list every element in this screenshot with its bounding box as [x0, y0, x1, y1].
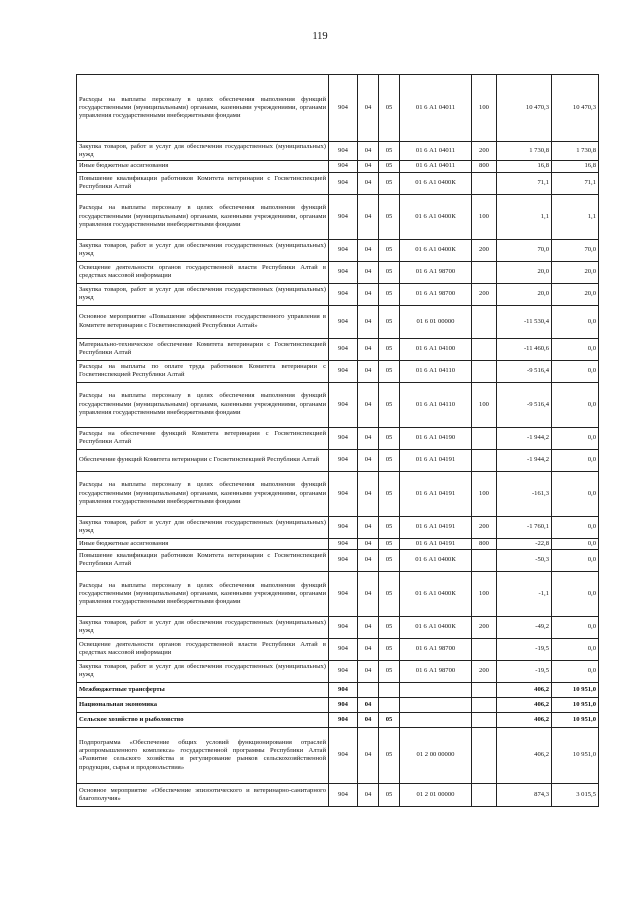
row-grbs: 904 — [329, 261, 358, 283]
row-amount-2: 10 951,0 — [552, 697, 599, 712]
row-amount-1: 406,2 — [497, 682, 552, 697]
row-amount-1: -50,3 — [497, 549, 552, 571]
row-section: 04 — [358, 660, 379, 682]
row-section: 04 — [358, 727, 379, 783]
row-amount-2: 16,8 — [552, 161, 599, 172]
row-amount-1: 10 470,3 — [497, 75, 552, 142]
row-expense-type: 100 — [472, 471, 497, 516]
row-amount-2: 0,0 — [552, 449, 599, 471]
row-amount-1: -9 516,4 — [497, 382, 552, 427]
row-target-article — [400, 682, 472, 697]
row-grbs: 904 — [329, 538, 358, 549]
row-target-article: 01 6 А1 0400К — [400, 616, 472, 638]
row-target-article: 01 6 А1 04191 — [400, 516, 472, 538]
row-amount-2: 0,0 — [552, 549, 599, 571]
row-grbs: 904 — [329, 449, 358, 471]
row-amount-1: 406,2 — [497, 697, 552, 712]
row-section: 04 — [358, 616, 379, 638]
row-expense-type — [472, 261, 497, 283]
table-row — [77, 194, 599, 239]
row-target-article: 01 6 А1 0400К — [400, 239, 472, 261]
row-section: 04 — [358, 305, 379, 338]
row-amount-2: 3 015,5 — [552, 783, 599, 806]
row-subsection: 05 — [379, 194, 400, 239]
row-name: Расходы на выплаты персоналу в целях обеспечения выполнения функций государственными (муниципальными) органами, казенными учреждениями, органами управления государственными внебюджетными фондами — [77, 194, 329, 239]
table-row — [77, 338, 599, 360]
row-amount-1: 874,3 — [497, 783, 552, 806]
row-name: Закупка товаров, работ и услуг для обеспечения государственных (муниципальных) нужд — [77, 239, 329, 261]
row-amount-2: 0,0 — [552, 427, 599, 449]
row-amount-2: 0,0 — [552, 338, 599, 360]
row-target-article: 01 6 А1 04190 — [400, 427, 472, 449]
row-subsection: 05 — [379, 427, 400, 449]
row-expense-type: 200 — [472, 516, 497, 538]
row-expense-type: 200 — [472, 239, 497, 261]
row-amount-2: 0,0 — [552, 571, 599, 616]
row-target-article — [400, 712, 472, 727]
row-section: 04 — [358, 142, 379, 161]
table-row — [77, 638, 599, 660]
row-grbs: 904 — [329, 161, 358, 172]
row-target-article: 01 6 А1 04110 — [400, 382, 472, 427]
table-row — [77, 549, 599, 571]
row-amount-1: 406,2 — [497, 727, 552, 783]
row-amount-1: -22,8 — [497, 538, 552, 549]
row-section: 04 — [358, 783, 379, 806]
row-section: 04 — [358, 172, 379, 194]
row-grbs: 904 — [329, 727, 358, 783]
row-amount-1: -49,2 — [497, 616, 552, 638]
row-amount-2: 0,0 — [552, 305, 599, 338]
table-row — [77, 142, 599, 161]
row-expense-type: 200 — [472, 660, 497, 682]
row-name: Расходы на выплаты по оплате труда работников Комитета ветеринарии с Госветинспекцией Республики Алтай — [77, 360, 329, 382]
row-section: 04 — [358, 338, 379, 360]
row-amount-1: -11 530,4 — [497, 305, 552, 338]
row-grbs: 904 — [329, 305, 358, 338]
row-target-article: 01 6 А1 04191 — [400, 471, 472, 516]
row-section: 04 — [358, 194, 379, 239]
row-name: Освещение деятельности органов государственной власти Республики Алтай в средствах массовой информации — [77, 261, 329, 283]
table-row — [77, 783, 599, 806]
row-grbs: 904 — [329, 660, 358, 682]
row-section: 04 — [358, 382, 379, 427]
row-expense-type: 100 — [472, 75, 497, 142]
row-subsection: 05 — [379, 571, 400, 616]
row-subsection — [379, 682, 400, 697]
row-expense-type — [472, 697, 497, 712]
table-row — [77, 75, 599, 142]
row-section: 04 — [358, 75, 379, 142]
row-subsection: 05 — [379, 727, 400, 783]
table-row — [77, 305, 599, 338]
table-row — [77, 283, 599, 305]
table-row — [77, 660, 599, 682]
row-subsection: 05 — [379, 516, 400, 538]
row-expense-type — [472, 338, 497, 360]
row-amount-2: 20,0 — [552, 261, 599, 283]
row-amount-1: 1 730,8 — [497, 142, 552, 161]
row-name: Закупка товаров, работ и услуг для обеспечения государственных (муниципальных) нужд — [77, 616, 329, 638]
row-subsection: 05 — [379, 283, 400, 305]
table-row — [77, 427, 599, 449]
row-amount-2: 10 951,0 — [552, 727, 599, 783]
row-grbs: 904 — [329, 638, 358, 660]
row-amount-2: 0,0 — [552, 660, 599, 682]
row-grbs: 904 — [329, 697, 358, 712]
row-name: Основное мероприятие «Обеспечение эпизоотического и ветеринарно-санитарного благополучия» — [77, 783, 329, 806]
row-subsection: 05 — [379, 360, 400, 382]
row-grbs: 904 — [329, 471, 358, 516]
row-amount-1: -1,1 — [497, 571, 552, 616]
row-target-article: 01 6 А1 0400К — [400, 194, 472, 239]
row-expense-type — [472, 449, 497, 471]
row-grbs: 904 — [329, 283, 358, 305]
table-row — [77, 172, 599, 194]
budget-table — [76, 74, 599, 807]
row-grbs: 904 — [329, 549, 358, 571]
row-subsection: 05 — [379, 783, 400, 806]
row-target-article: 01 6 01 00000 — [400, 305, 472, 338]
row-expense-type — [472, 549, 497, 571]
row-expense-type — [472, 638, 497, 660]
row-section: 04 — [358, 283, 379, 305]
row-subsection: 05 — [379, 660, 400, 682]
row-name: Сельское хозяйство и рыболовство — [77, 712, 329, 727]
row-subsection: 05 — [379, 161, 400, 172]
row-subsection: 05 — [379, 305, 400, 338]
table-row — [77, 449, 599, 471]
row-grbs: 904 — [329, 516, 358, 538]
row-subsection: 05 — [379, 538, 400, 549]
row-section: 04 — [358, 427, 379, 449]
row-target-article: 01 6 А1 04011 — [400, 142, 472, 161]
row-section — [358, 682, 379, 697]
table-row — [77, 571, 599, 616]
row-target-article: 01 6 А1 04191 — [400, 538, 472, 549]
row-subsection: 05 — [379, 449, 400, 471]
row-section: 04 — [358, 712, 379, 727]
row-target-article: 01 6 А1 98700 — [400, 261, 472, 283]
row-amount-2: 1 730,8 — [552, 142, 599, 161]
row-grbs: 904 — [329, 142, 358, 161]
table-row — [77, 360, 599, 382]
row-expense-type — [472, 427, 497, 449]
row-section: 04 — [358, 161, 379, 172]
table-row — [77, 239, 599, 261]
row-section: 04 — [358, 239, 379, 261]
row-grbs: 904 — [329, 427, 358, 449]
row-section: 04 — [358, 571, 379, 616]
row-amount-2: 0,0 — [552, 382, 599, 427]
row-name: Закупка товаров, работ и услуг для обеспечения государственных (муниципальных) нужд — [77, 660, 329, 682]
row-target-article: 01 6 А1 04011 — [400, 75, 472, 142]
row-subsection: 05 — [379, 142, 400, 161]
table-row — [77, 697, 599, 712]
row-expense-type: 200 — [472, 616, 497, 638]
row-expense-type: 100 — [472, 382, 497, 427]
row-amount-1: -19,5 — [497, 638, 552, 660]
table-row — [77, 471, 599, 516]
row-grbs: 904 — [329, 783, 358, 806]
table-row — [77, 516, 599, 538]
row-name: Освещение деятельности органов государственной власти Республики Алтай в средствах массовой информации — [77, 638, 329, 660]
row-name: Расходы на обеспечение функций Комитета ветеринарии с Госветинспекцией Республики Алтай — [77, 427, 329, 449]
row-section: 04 — [358, 516, 379, 538]
row-name: Основное мероприятие «Повышение эффективности государственного управления в Комитете ветеринарии с Госветинспекцией Республики Алтай» — [77, 305, 329, 338]
row-name: Национальная экономика — [77, 697, 329, 712]
row-target-article: 01 2 00 00000 — [400, 727, 472, 783]
row-amount-1: -1 760,1 — [497, 516, 552, 538]
row-amount-2: 1,1 — [552, 194, 599, 239]
row-amount-1: -1 944,2 — [497, 427, 552, 449]
row-target-article: 01 6 А1 0400К — [400, 172, 472, 194]
row-name: Закупка товаров, работ и услуг для обеспечения государственных (муниципальных) нужд — [77, 283, 329, 305]
row-target-article: 01 6 А1 04191 — [400, 449, 472, 471]
row-amount-2: 0,0 — [552, 360, 599, 382]
row-amount-2: 0,0 — [552, 471, 599, 516]
table-row — [77, 712, 599, 727]
row-target-article: 01 6 А1 04100 — [400, 338, 472, 360]
row-target-article: 01 6 А1 04110 — [400, 360, 472, 382]
row-target-article: 01 6 А1 98700 — [400, 660, 472, 682]
table-row — [77, 616, 599, 638]
row-subsection — [379, 697, 400, 712]
row-grbs: 904 — [329, 382, 358, 427]
row-grbs: 904 — [329, 571, 358, 616]
row-name: Подпрограмма «Обеспечение общих условий функционирования отраслей агропромышленного комплекса» государственной программы Республики Алтай «Развитие сельского хозяйства и регулирование рынков сельскохозяйственной продукции, сырья и продовольствия» — [77, 727, 329, 783]
row-amount-2: 10 951,0 — [552, 712, 599, 727]
row-amount-1: 20,0 — [497, 261, 552, 283]
row-name: Иные бюджетные ассигнования — [77, 538, 329, 549]
row-amount-1: 70,0 — [497, 239, 552, 261]
page-number: 119 — [312, 31, 328, 42]
row-grbs: 904 — [329, 682, 358, 697]
row-name: Повышение квалификации работников Комитета ветеринарии с Госветинспекцией Республики Алтай — [77, 549, 329, 571]
row-expense-type: 100 — [472, 194, 497, 239]
row-name: Расходы на выплаты персоналу в целях обеспечения выполнения функций государственными (муниципальными) органами, казенными учреждениями, органами управления государственными внебюджетными фондами — [77, 471, 329, 516]
row-amount-2: 70,0 — [552, 239, 599, 261]
row-section: 04 — [358, 360, 379, 382]
row-section: 04 — [358, 538, 379, 549]
row-grbs: 904 — [329, 172, 358, 194]
row-section: 04 — [358, 261, 379, 283]
row-expense-type — [472, 682, 497, 697]
row-expense-type: 800 — [472, 161, 497, 172]
row-subsection: 05 — [379, 616, 400, 638]
row-name: Материально-техническое обеспечение Комитета ветеринарии с Госветинспекцией Республики Алтай — [77, 338, 329, 360]
row-subsection: 05 — [379, 338, 400, 360]
row-subsection: 05 — [379, 75, 400, 142]
row-expense-type — [472, 360, 497, 382]
row-subsection: 05 — [379, 638, 400, 660]
row-section: 04 — [358, 449, 379, 471]
row-name: Расходы на выплаты персоналу в целях обеспечения выполнения функций государственными (муниципальными) органами, казенными учреждениями, органами управления государственными внебюджетными фондами — [77, 571, 329, 616]
row-grbs: 904 — [329, 75, 358, 142]
row-expense-type: 200 — [472, 283, 497, 305]
row-amount-1: 16,8 — [497, 161, 552, 172]
row-grbs: 904 — [329, 360, 358, 382]
row-name: Межбюджетные трансферты — [77, 682, 329, 697]
row-amount-2: 0,0 — [552, 616, 599, 638]
row-target-article: 01 6 А1 98700 — [400, 283, 472, 305]
row-section: 04 — [358, 697, 379, 712]
row-amount-1: -1 944,2 — [497, 449, 552, 471]
row-amount-2: 10 951,0 — [552, 682, 599, 697]
row-grbs: 904 — [329, 712, 358, 727]
row-section: 04 — [358, 471, 379, 516]
row-subsection: 05 — [379, 382, 400, 427]
row-section: 04 — [358, 638, 379, 660]
row-expense-type: 100 — [472, 571, 497, 616]
row-expense-type: 800 — [472, 538, 497, 549]
row-amount-1: -11 460,6 — [497, 338, 552, 360]
row-name: Расходы на выплаты персоналу в целях обеспечения выполнения функций государственными (муниципальными) органами, казенными учреждениями, органами управления государственными внебюджетными фондами — [77, 75, 329, 142]
row-name: Иные бюджетные ассигнования — [77, 161, 329, 172]
row-amount-1: -9 516,4 — [497, 360, 552, 382]
row-amount-2: 10 470,3 — [552, 75, 599, 142]
table-row — [77, 682, 599, 697]
row-subsection: 05 — [379, 261, 400, 283]
row-subsection: 05 — [379, 712, 400, 727]
row-name: Расходы на выплаты персоналу в целях обеспечения выполнения функций государственными (муниципальными) органами, казенными учреждениями, органами управления государственными внебюджетными фондами — [77, 382, 329, 427]
row-name: Закупка товаров, работ и услуг для обеспечения государственных (муниципальных) нужд — [77, 142, 329, 161]
row-name: Обеспечение функций Комитета ветеринарии с Госветинспекцией Республики Алтай — [77, 449, 329, 471]
row-amount-2: 71,1 — [552, 172, 599, 194]
row-target-article: 01 6 А1 0400К — [400, 571, 472, 616]
row-amount-1: -19,5 — [497, 660, 552, 682]
row-expense-type — [472, 712, 497, 727]
row-amount-2: 0,0 — [552, 516, 599, 538]
row-amount-1: -161,3 — [497, 471, 552, 516]
row-subsection: 05 — [379, 471, 400, 516]
row-grbs: 904 — [329, 338, 358, 360]
row-target-article: 01 2 01 00000 — [400, 783, 472, 806]
row-name: Повышение квалификации работников Комитета ветеринарии с Госветинспекцией Республики Алтай — [77, 172, 329, 194]
row-amount-1: 1,1 — [497, 194, 552, 239]
row-target-article: 01 6 А1 0400К — [400, 549, 472, 571]
row-grbs: 904 — [329, 239, 358, 261]
row-amount-1: 406,2 — [497, 712, 552, 727]
table-row — [77, 261, 599, 283]
row-expense-type — [472, 727, 497, 783]
row-target-article: 01 6 А1 98700 — [400, 638, 472, 660]
row-amount-1: 20,0 — [497, 283, 552, 305]
row-amount-2: 0,0 — [552, 538, 599, 549]
row-expense-type: 200 — [472, 142, 497, 161]
row-amount-2: 0,0 — [552, 638, 599, 660]
row-amount-2: 20,0 — [552, 283, 599, 305]
row-subsection: 05 — [379, 549, 400, 571]
row-name: Закупка товаров, работ и услуг для обеспечения государственных (муниципальных) нужд — [77, 516, 329, 538]
row-target-article: 01 6 А1 04011 — [400, 161, 472, 172]
row-grbs: 904 — [329, 194, 358, 239]
row-subsection: 05 — [379, 172, 400, 194]
row-grbs: 904 — [329, 616, 358, 638]
table-row — [77, 727, 599, 783]
row-amount-1: 71,1 — [497, 172, 552, 194]
row-expense-type — [472, 783, 497, 806]
row-expense-type — [472, 172, 497, 194]
row-subsection: 05 — [379, 239, 400, 261]
row-target-article — [400, 697, 472, 712]
table-row — [77, 161, 599, 172]
row-expense-type — [472, 305, 497, 338]
table-row — [77, 382, 599, 427]
row-section: 04 — [358, 549, 379, 571]
table-row — [77, 538, 599, 549]
